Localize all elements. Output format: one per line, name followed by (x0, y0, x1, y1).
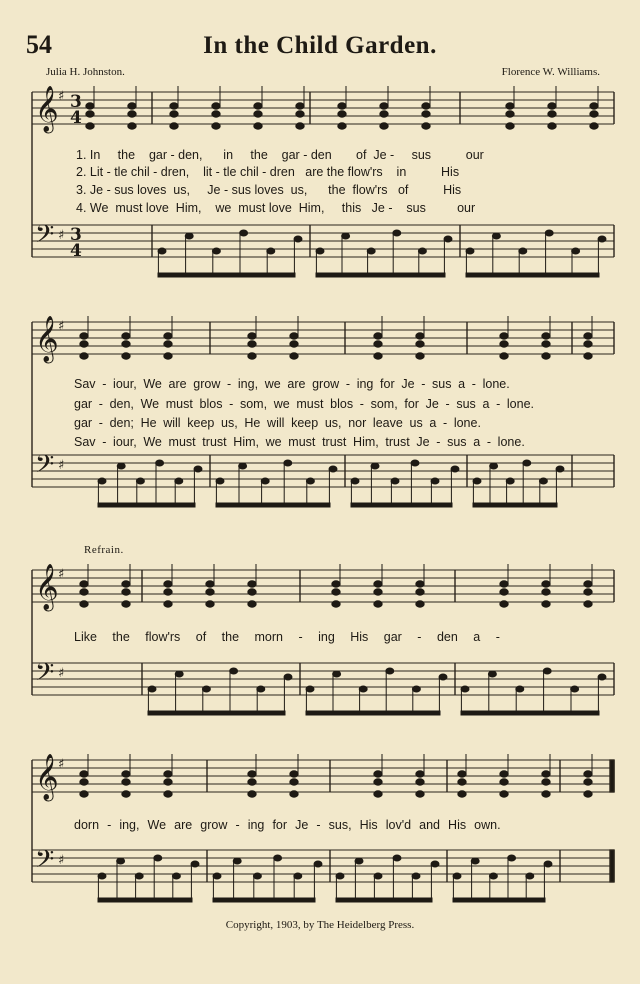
note-head (164, 779, 172, 785)
verse-2-system-1 (76, 165, 459, 179)
beam (453, 898, 545, 902)
note-head (488, 671, 496, 677)
note-head (548, 111, 556, 117)
note-head (453, 873, 461, 879)
beam (316, 273, 445, 277)
note-head (380, 103, 388, 109)
note-head (80, 771, 88, 777)
note-head (296, 103, 304, 109)
note-head (294, 236, 302, 242)
note-head (386, 668, 394, 674)
note-head (80, 353, 88, 359)
note-head (338, 111, 346, 117)
note-head (172, 873, 180, 879)
verse-3-system-2: gar - den; He will keep us, He will keep us, nor leave us a - lone. (74, 416, 481, 430)
note-head (136, 478, 144, 484)
note-head (500, 333, 508, 339)
note-head (122, 353, 130, 359)
note-head (500, 353, 508, 359)
lyric-line: 4. We must love Him, we must love Him, this Je - sus our (76, 201, 476, 215)
note-head (164, 353, 172, 359)
note-head (290, 791, 298, 797)
note-head (506, 103, 514, 109)
note-head (290, 341, 298, 347)
note-head (489, 873, 497, 879)
sharp-sign: ♯ (58, 228, 65, 243)
note-head (164, 589, 172, 595)
note-head (314, 861, 322, 867)
refrain-label: Refrain. (84, 544, 124, 556)
note-head (542, 771, 550, 777)
note-head (548, 123, 556, 129)
note-head (416, 779, 424, 785)
note-head (164, 791, 172, 797)
note-head (332, 581, 340, 587)
note-head (332, 601, 340, 607)
note-head (164, 771, 172, 777)
refrain-lyric-1: Like the flow'rs of the morn - ing His gar - den a - (74, 630, 500, 644)
note-head (490, 463, 498, 469)
note-head (539, 478, 547, 484)
note-head (98, 873, 106, 879)
sharp-sign: ♯ (58, 319, 65, 334)
note-head (338, 123, 346, 129)
composer-credit: Florence W. Williams. (501, 66, 600, 78)
note-head (508, 855, 516, 861)
note-head (380, 123, 388, 129)
note-head (584, 581, 592, 587)
note-head (506, 123, 514, 129)
note-head (590, 103, 598, 109)
final-barline (610, 760, 614, 792)
note-head (571, 686, 579, 692)
note-head (290, 779, 298, 785)
verse-4-system-2: Sav - iour, We must trust Him, we must trust Him, trust Je - sus a - lone. (74, 435, 525, 449)
note-head (128, 103, 136, 109)
note-head (556, 466, 564, 472)
note-head (158, 248, 166, 254)
hymn-title: In the Child Garden. (203, 32, 437, 59)
note-head (412, 686, 420, 692)
note-head (584, 341, 592, 347)
note-head (128, 111, 136, 117)
beam (98, 503, 195, 507)
note-head (336, 873, 344, 879)
note-head (248, 771, 256, 777)
note-head (542, 589, 550, 595)
bass-clef: 𝄢 (35, 845, 55, 880)
note-head (374, 771, 382, 777)
note-head (431, 478, 439, 484)
bass-clef: 𝄢 (35, 220, 55, 255)
note-head (248, 589, 256, 595)
note-head (175, 671, 183, 677)
beam (98, 898, 192, 902)
sharp-sign: ♯ (58, 567, 65, 582)
note-head (80, 341, 88, 347)
note-head (526, 873, 534, 879)
note-head (542, 341, 550, 347)
note-head (458, 771, 466, 777)
note-head (374, 601, 382, 607)
note-head (170, 123, 178, 129)
note-head (374, 333, 382, 339)
note-head (374, 341, 382, 347)
note-head (274, 855, 282, 861)
note-head (248, 779, 256, 785)
note-head (422, 123, 430, 129)
note-head (500, 581, 508, 587)
treble-clef: 𝄞 (35, 86, 59, 132)
note-head (416, 771, 424, 777)
note-head (156, 460, 164, 466)
note-head (338, 103, 346, 109)
note-head (416, 341, 424, 347)
note-head (254, 111, 262, 117)
sharp-sign: ♯ (58, 666, 65, 681)
note-head (584, 779, 592, 785)
verse-1-system-2: Sav - iour, We are grow - ing, we are grow - ing for Je - sus a - lone. (74, 377, 510, 391)
note-head (380, 111, 388, 117)
time-signature: 3 (70, 225, 82, 245)
verse-3-system-1 (76, 183, 461, 197)
note-head (240, 230, 248, 236)
note-head (253, 873, 261, 879)
lyric-line: 2. Lit - tle chil - dren, lit - tle chil - dren are the flow'rs in His (76, 165, 460, 179)
beam (461, 711, 599, 715)
note-head (359, 686, 367, 692)
note-head (86, 103, 94, 109)
refrain-lyric-2: dorn - ing, We are grow - ing for Je - sus, His lov'd and His own. (74, 818, 501, 832)
note-head (431, 861, 439, 867)
verse-4-system-1 (76, 201, 475, 215)
note-head (523, 460, 531, 466)
beam (336, 898, 432, 902)
note-head (213, 873, 221, 879)
note-head (543, 668, 551, 674)
note-head (598, 674, 606, 680)
lyric-line: 3. Je - sus loves us, Je - sus loves us, the flow'rs of His (76, 183, 462, 197)
note-head (122, 771, 130, 777)
note-head (416, 333, 424, 339)
lyric-line: 1. In the gar - den, in the gar - den of Je - sus our (76, 148, 484, 162)
sharp-sign: ♯ (58, 853, 65, 868)
note-head (516, 686, 524, 692)
note-head (506, 111, 514, 117)
note-head (316, 248, 324, 254)
note-head (458, 779, 466, 785)
note-head (194, 466, 202, 472)
time-signature: 4 (70, 108, 82, 128)
note-head (519, 248, 527, 254)
note-head (584, 601, 592, 607)
note-head (254, 103, 262, 109)
note-head (374, 581, 382, 587)
note-head (170, 111, 178, 117)
clefs (35, 86, 82, 880)
time-signature: 3 (70, 92, 82, 112)
note-head (290, 771, 298, 777)
treble-clef: 𝄞 (35, 316, 59, 362)
sharp-sign: ♯ (58, 89, 65, 104)
note-head (374, 779, 382, 785)
note-head (374, 353, 382, 359)
note-head (584, 589, 592, 595)
note-head (374, 791, 382, 797)
note-head (572, 248, 580, 254)
note-head (412, 873, 420, 879)
note-head (296, 123, 304, 129)
note-head (175, 478, 183, 484)
note-head (367, 248, 375, 254)
note-head (590, 111, 598, 117)
note-head (500, 791, 508, 797)
note-head (202, 686, 210, 692)
note-head (164, 341, 172, 347)
note-head (500, 341, 508, 347)
note-head (492, 233, 500, 239)
note-head (542, 791, 550, 797)
note-head (461, 686, 469, 692)
note-head (374, 873, 382, 879)
bass-clef: 𝄢 (35, 658, 55, 693)
note-head (86, 123, 94, 129)
note-head (206, 589, 214, 595)
time-signature: 4 (70, 241, 82, 261)
note-head (170, 103, 178, 109)
note-head (544, 861, 552, 867)
note-head (122, 791, 130, 797)
note-head (80, 779, 88, 785)
note-head (117, 463, 125, 469)
note-head (422, 103, 430, 109)
note-head (239, 463, 247, 469)
note-head (290, 333, 298, 339)
note-head (267, 248, 275, 254)
note-head (542, 333, 550, 339)
note-head (542, 779, 550, 785)
note-head (191, 861, 199, 867)
sharp-sign: ♯ (58, 458, 65, 473)
note-head (164, 333, 172, 339)
note-head (542, 353, 550, 359)
note-head (80, 601, 88, 607)
note-head (154, 855, 162, 861)
note-head (416, 791, 424, 797)
note-head (542, 581, 550, 587)
note-head (542, 601, 550, 607)
note-head (86, 111, 94, 117)
note-head (122, 779, 130, 785)
note-head (122, 601, 130, 607)
note-head (80, 581, 88, 587)
note-head (548, 103, 556, 109)
bass-clef: 𝄢 (35, 450, 55, 485)
beam (351, 503, 452, 507)
note-head (466, 248, 474, 254)
note-head (212, 123, 220, 129)
note-head (122, 589, 130, 595)
note-head (584, 791, 592, 797)
note-head (439, 674, 447, 680)
note-head (261, 478, 269, 484)
note-head (206, 581, 214, 587)
note-head (128, 123, 136, 129)
note-head (212, 111, 220, 117)
note-head (590, 123, 598, 129)
note-head (164, 601, 172, 607)
verse-1-system-1 (76, 148, 484, 162)
note-head (122, 333, 130, 339)
note-head (294, 873, 302, 879)
note-head (206, 601, 214, 607)
note-head (342, 233, 350, 239)
verse-2-system-2: gar - den, We must blos - som, we must blos - som, for Je - sus a - lone. (74, 397, 535, 411)
note-head (416, 589, 424, 595)
treble-clef: 𝄞 (35, 754, 59, 800)
note-head (332, 589, 340, 595)
note-head (248, 353, 256, 359)
note-head (333, 671, 341, 677)
final-barline (610, 850, 614, 882)
beam (466, 273, 599, 277)
beam (216, 503, 330, 507)
note-head (416, 601, 424, 607)
note-head (216, 478, 224, 484)
note-head (418, 248, 426, 254)
copyright-notice: Copyright, 1903, by The Heidelberg Press. (225, 919, 415, 931)
note-head (329, 466, 337, 472)
note-head (284, 460, 292, 466)
note-head (500, 589, 508, 595)
author-credit: Julia H. Johnston. (46, 66, 125, 78)
page-number: 54 (26, 30, 52, 59)
note-head (545, 230, 553, 236)
note-head (98, 478, 106, 484)
note-head (422, 111, 430, 117)
note-head (248, 581, 256, 587)
beam (213, 898, 315, 902)
note-head (411, 460, 419, 466)
beam (158, 273, 295, 277)
note-head (80, 333, 88, 339)
note-head (248, 333, 256, 339)
note-head (444, 236, 452, 242)
note-head (351, 478, 359, 484)
note-head (416, 353, 424, 359)
beam (148, 711, 285, 715)
note-head (500, 779, 508, 785)
note-head (233, 858, 241, 864)
note-head (371, 463, 379, 469)
note-head (248, 791, 256, 797)
note-head (584, 333, 592, 339)
note-head (451, 466, 459, 472)
note-head (584, 771, 592, 777)
treble-clef: 𝄞 (35, 564, 59, 610)
sharp-sign: ♯ (58, 757, 65, 772)
note-head (122, 341, 130, 347)
note-head (355, 858, 363, 864)
note-head (393, 230, 401, 236)
note-head (598, 236, 606, 242)
note-head (500, 601, 508, 607)
note-head (391, 478, 399, 484)
note-head (248, 601, 256, 607)
note-head (290, 353, 298, 359)
note-head (135, 873, 143, 879)
note-head (122, 581, 130, 587)
note-head (117, 858, 125, 864)
note-head (248, 341, 256, 347)
note-head (80, 589, 88, 595)
note-head (500, 771, 508, 777)
note-head (148, 686, 156, 692)
note-head (80, 791, 88, 797)
note-head (306, 478, 314, 484)
note-head (257, 686, 265, 692)
beam (306, 711, 440, 715)
note-head (230, 668, 238, 674)
note-head (212, 248, 220, 254)
note-head (416, 581, 424, 587)
note-head (164, 581, 172, 587)
note-head (306, 686, 314, 692)
note-head (584, 353, 592, 359)
note-head (393, 855, 401, 861)
note-head (212, 103, 220, 109)
note-head (284, 674, 292, 680)
note-head (506, 478, 514, 484)
note-head (296, 111, 304, 117)
note-head (374, 589, 382, 595)
note-head (458, 791, 466, 797)
beam (473, 503, 557, 507)
note-head (254, 123, 262, 129)
note-head (471, 858, 479, 864)
note-head (185, 233, 193, 239)
note-head (473, 478, 481, 484)
